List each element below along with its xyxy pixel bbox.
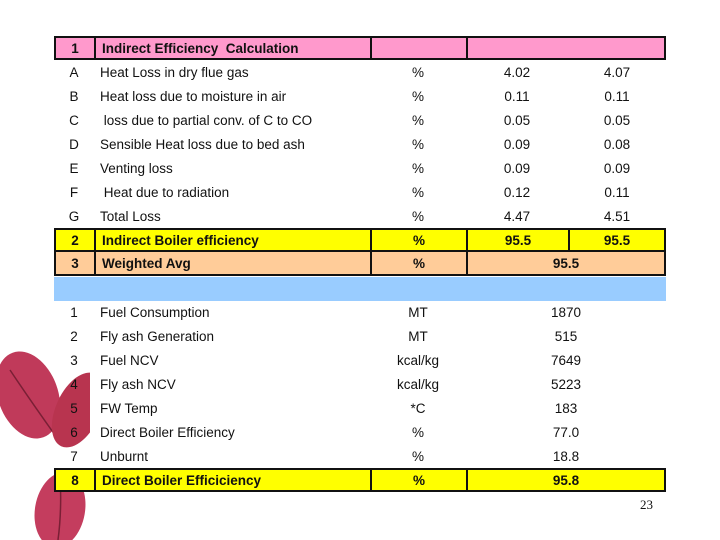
row-value-1: 0.12 <box>503 184 531 200</box>
row-number: 4 <box>70 376 78 392</box>
row-label: Fly ash NCV <box>100 376 176 392</box>
row-unit: % <box>411 88 424 104</box>
value-cell <box>468 38 664 58</box>
row-value-1: 0.11 <box>504 88 530 104</box>
row-unit: MT <box>408 328 428 344</box>
row-number: C <box>69 112 79 128</box>
row-unit: % <box>411 424 424 440</box>
row-label: Unburnt <box>100 448 149 464</box>
row-label: Sensible Heat loss due to bed ash <box>100 136 305 152</box>
row-value: 95.5 <box>552 255 580 271</box>
page-number: 23 <box>640 497 653 512</box>
row-unit: % <box>411 136 424 152</box>
row-number: 6 <box>70 424 78 440</box>
row-unit: % <box>411 112 424 128</box>
row-label: Heat due to radiation <box>100 184 230 200</box>
row-number: 3 <box>70 352 78 368</box>
row-number: 3 <box>56 252 96 274</box>
row-label: FW Temp <box>100 400 158 416</box>
row-number: F <box>69 184 79 200</box>
row-label: Fuel NCV <box>100 352 159 368</box>
row-value-2: 0.11 <box>604 88 630 104</box>
indirect-header-row <box>54 36 666 60</box>
table-row <box>54 300 666 324</box>
table-row <box>54 372 666 396</box>
row-number: G <box>68 208 80 224</box>
row-unit: kcal/kg <box>396 352 440 368</box>
row-number: 2 <box>56 230 96 250</box>
row-value-1: 4.02 <box>503 64 531 80</box>
row-value: 18.8 <box>552 448 580 464</box>
row-value-1: 0.09 <box>503 136 531 152</box>
row-unit: *C <box>410 400 426 416</box>
row-label: Direct Boiler Efficiency <box>100 424 235 440</box>
row-unit: % <box>411 64 424 80</box>
row-value-1: 0.09 <box>503 160 531 176</box>
row-number: A <box>69 64 79 80</box>
row-value-1: 4.47 <box>503 208 531 224</box>
row-label: Total Loss <box>100 208 161 224</box>
row-label: Fuel Consumption <box>100 304 210 320</box>
row-unit: kcal/kg <box>396 376 440 392</box>
row-unit: % <box>372 470 468 490</box>
table-row <box>54 348 666 372</box>
table-row <box>54 156 666 180</box>
row-number: B <box>69 88 79 104</box>
row-value: 77.0 <box>552 424 580 440</box>
row-value-2: 0.08 <box>603 136 631 152</box>
row-number: D <box>69 136 79 152</box>
row-value: 1870 <box>550 304 582 320</box>
row-label: Direct Boiler Efficiciency <box>96 470 372 490</box>
row-value-2: 95.5 <box>603 232 631 248</box>
indirect-efficiency-row <box>54 228 666 252</box>
row-unit: % <box>372 230 468 250</box>
row-value: 7649 <box>550 352 582 368</box>
row-number: 1 <box>56 38 96 58</box>
row-value-1: 95.5 <box>468 230 570 250</box>
direct-efficiency-row <box>54 468 666 492</box>
section-title: Indirect Efficiency Calculation <box>96 38 372 58</box>
row-value-2: 0.05 <box>603 112 631 128</box>
row-unit: % <box>411 208 424 224</box>
table-row <box>54 444 666 468</box>
row-number: 8 <box>56 470 96 490</box>
row-value-2: 0.09 <box>603 160 631 176</box>
table-row <box>54 132 666 156</box>
row-value: 183 <box>554 400 578 416</box>
row-value: 95.8 <box>552 472 580 488</box>
row-value-2: 0.11 <box>604 184 630 200</box>
row-unit: % <box>411 160 424 176</box>
row-value-2: 4.51 <box>603 208 631 224</box>
row-unit: % <box>411 448 424 464</box>
row-label: Weighted Avg <box>96 252 372 274</box>
row-number: 5 <box>70 400 78 416</box>
row-number: 2 <box>70 328 78 344</box>
section-divider-band <box>54 277 666 301</box>
table-row <box>54 324 666 348</box>
row-label: Heat loss due to moisture in air <box>100 88 287 104</box>
row-label: Venting loss <box>100 160 173 176</box>
table-row <box>54 396 666 420</box>
row-number: 7 <box>70 448 78 464</box>
row-unit: % <box>372 252 468 274</box>
row-label: Fly ash Generation <box>100 328 215 344</box>
row-value-2: 4.07 <box>603 64 631 80</box>
row-label: Heat Loss in dry flue gas <box>100 64 249 80</box>
row-label: loss due to partial conv. of C to CO <box>100 112 313 128</box>
row-label: Indirect Boiler efficiency <box>96 230 372 250</box>
unit-cell <box>372 38 468 58</box>
weighted-avg-row <box>54 252 666 276</box>
row-value: 5223 <box>550 376 582 392</box>
table-row <box>54 180 666 204</box>
table-row <box>54 84 666 108</box>
table-row <box>54 204 666 228</box>
table-row <box>54 60 666 84</box>
table-row <box>54 420 666 444</box>
table-row <box>54 108 666 132</box>
row-number: 1 <box>70 304 78 320</box>
row-number: E <box>69 160 79 176</box>
row-unit: % <box>411 184 424 200</box>
row-value-1: 0.05 <box>503 112 531 128</box>
row-value: 515 <box>554 328 578 344</box>
row-unit: MT <box>408 304 428 320</box>
